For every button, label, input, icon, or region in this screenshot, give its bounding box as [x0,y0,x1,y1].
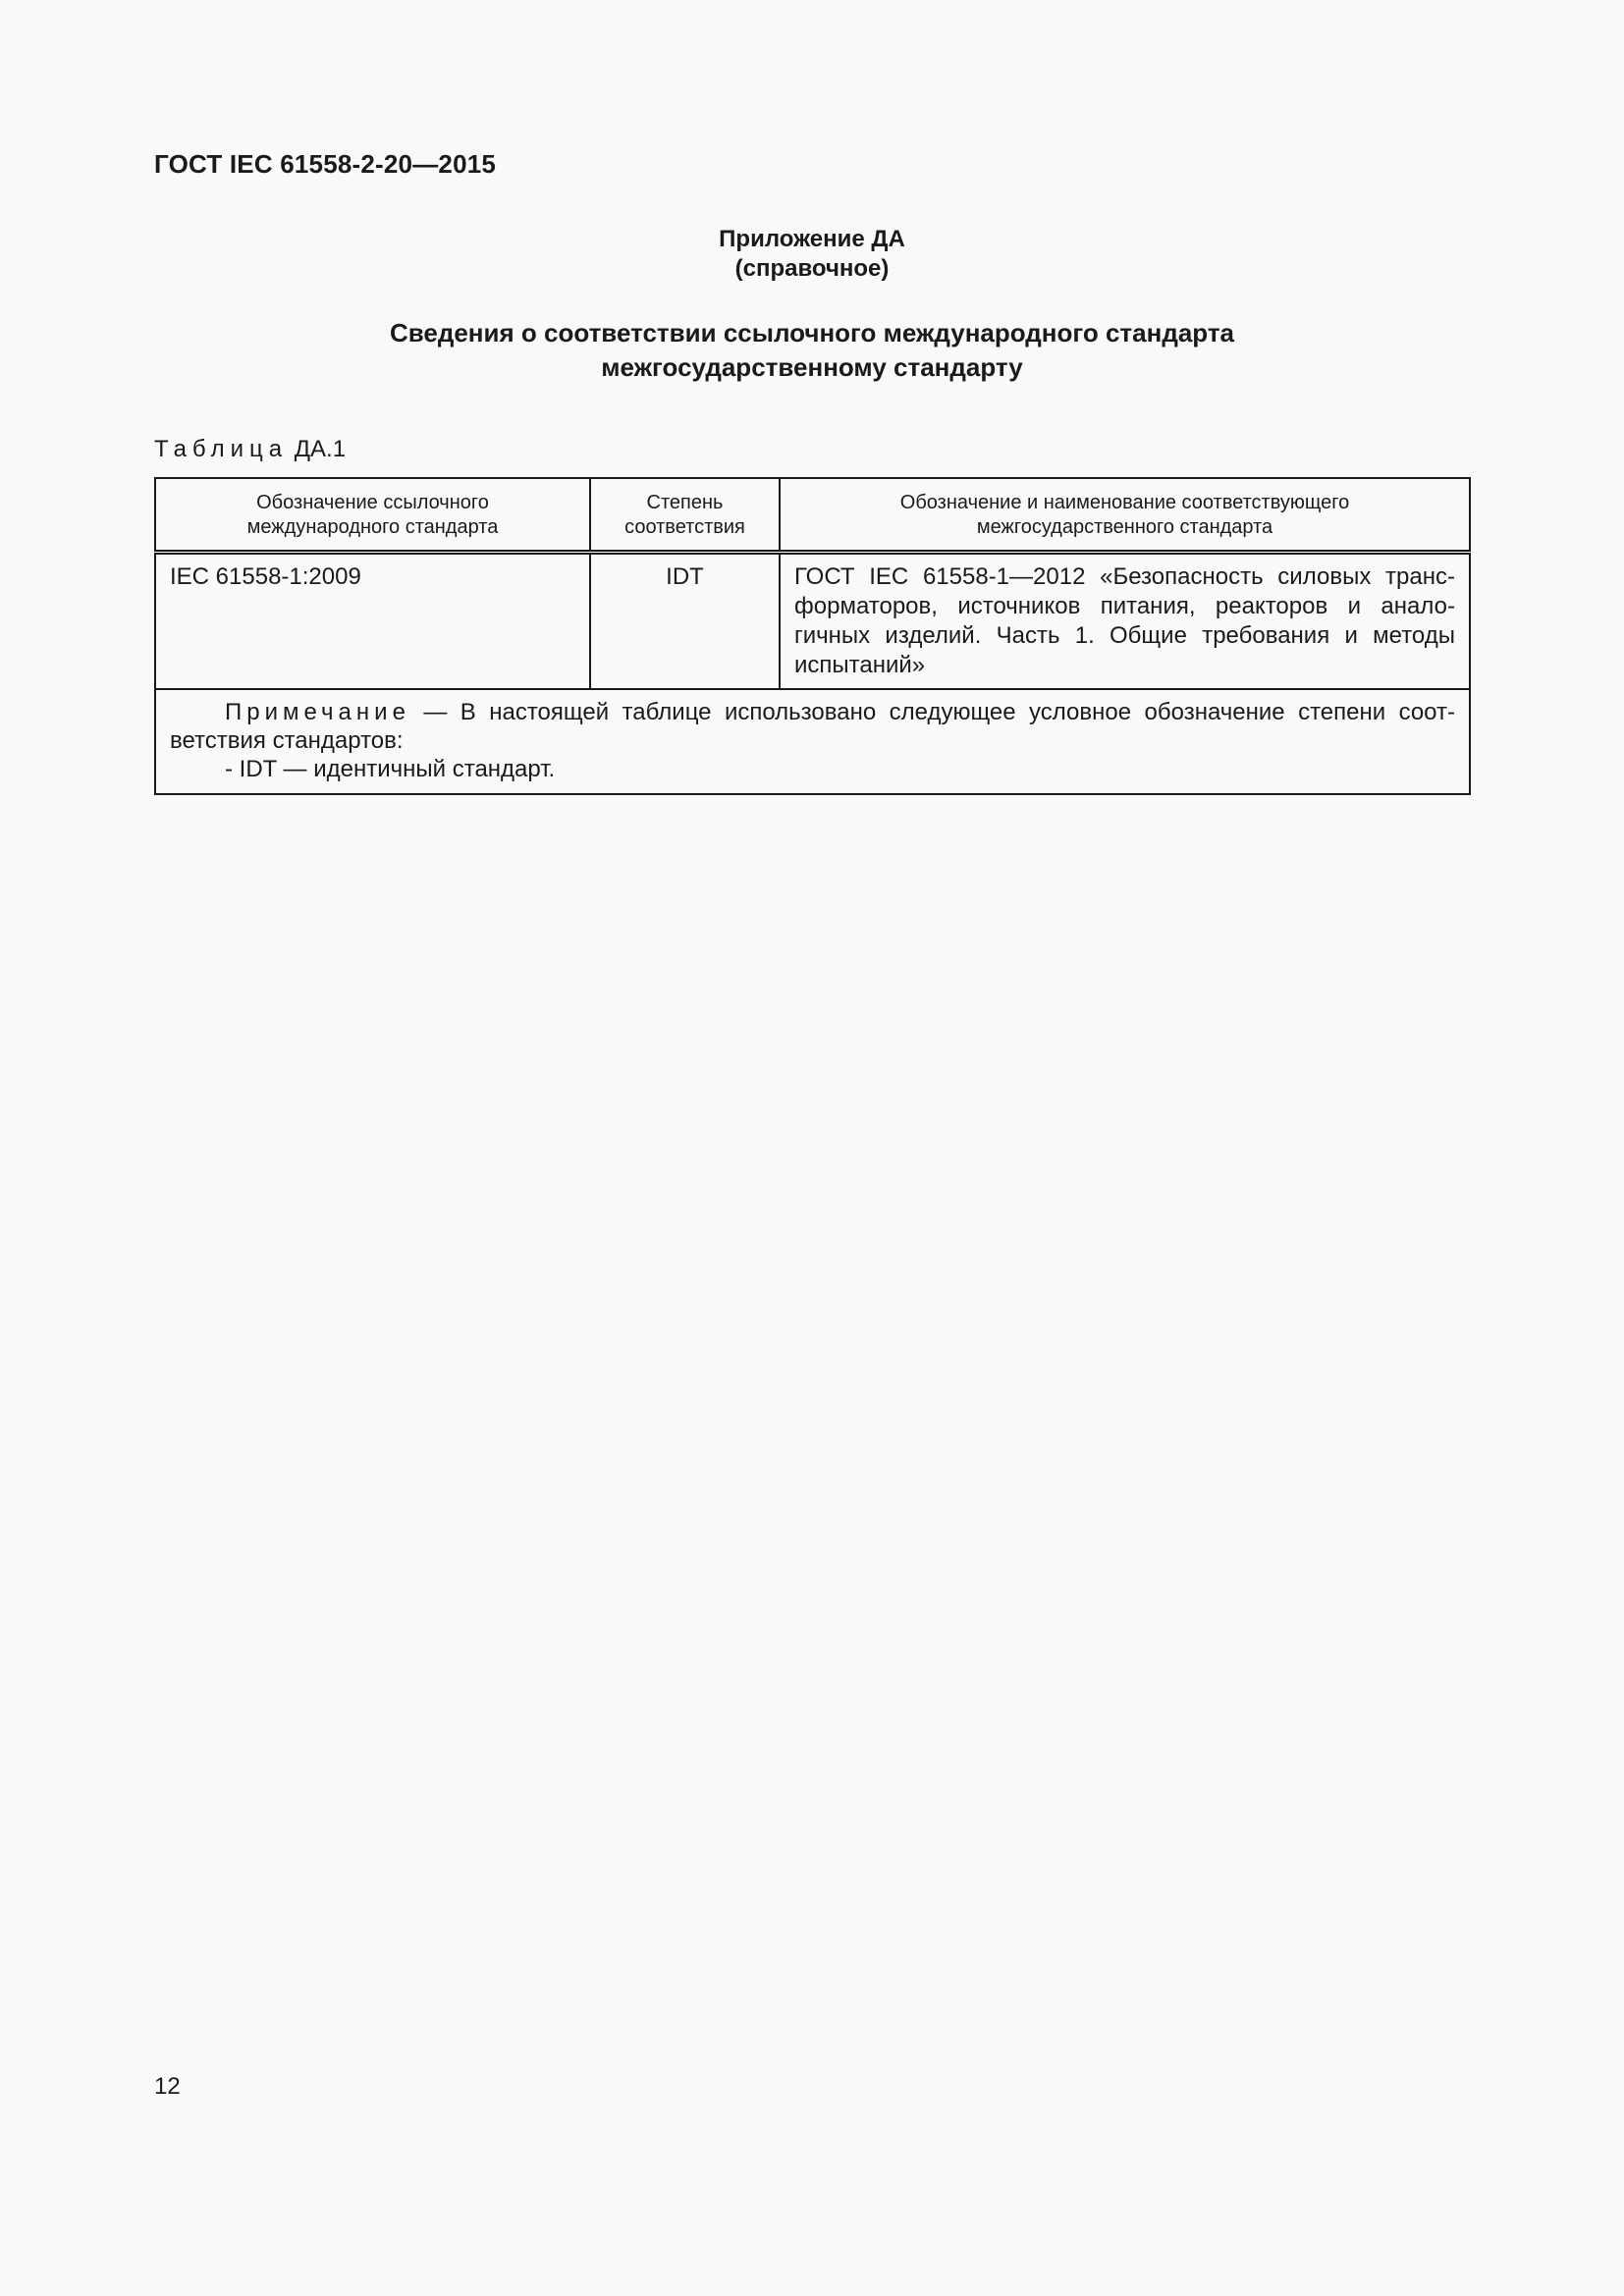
page-number: 12 [154,2073,181,2100]
header-interstate-standard [780,478,1470,553]
table-header-row [155,478,1470,553]
table-caption-label: Таблица [154,436,289,462]
document-header: ГОСТ IEC 61558-2-20—2015 [154,149,497,179]
cell-degree: IDT [590,553,780,690]
table-caption [154,436,346,463]
section-title [0,316,1624,385]
header-ref-standard [155,478,590,553]
table-note-row [155,689,1470,794]
header-ref-standard-line1: Обозначение ссылочного [256,492,489,513]
header-degree-line1: Степень [646,492,724,513]
note-body: — В настоящей таблице использовано следующее условное обозначение степени соответствия стандартов: [170,699,1455,754]
cell-ref-standard: IEC 61558-1:2009 [155,553,590,690]
appendix-type: (справочное) [734,255,890,282]
appendix-title: Приложение ДА [719,226,905,252]
correspondence-table [154,477,1471,795]
table-caption-number: ДА.1 [294,436,347,462]
cell-interstate-standard: ГОСТ IEC 61558-1—2012 «Безопасность силовых трансформаторов, источников питания, реакторов и аналогичных изделий. Часть 1. Общие требования и методы испытаний» [780,553,1470,690]
note-text [170,698,1455,755]
table-note [155,689,1470,794]
note-item: - IDT — идентичный стандарт. [225,756,556,782]
header-degree [590,478,780,553]
note-label: Примечание [225,699,410,725]
header-ref-standard-line2: международного стандарта [246,516,499,538]
header-interstate-line1: Обозначение и наименование соответствующего [899,492,1350,513]
section-title-line2: межгосударственному стандарту [601,352,1023,382]
table-row [155,553,1470,690]
section-title-line1: Сведения о соответствии ссылочного международного стандарта [389,318,1235,347]
header-interstate-line2: межгосударственного стандарта [976,516,1273,538]
header-degree-line2: соответствия [624,516,745,538]
